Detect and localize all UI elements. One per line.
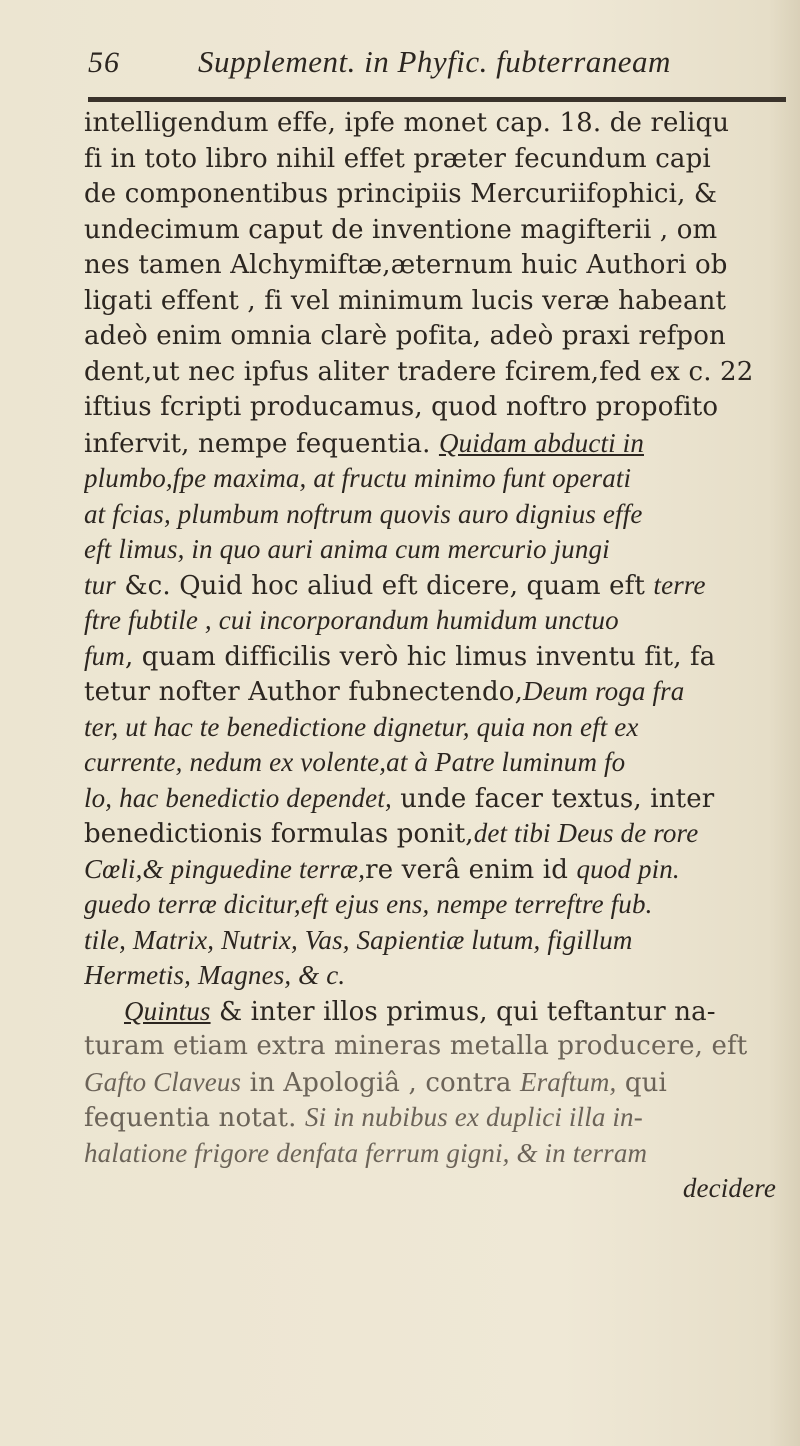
roman-text: tetur nofter Author fubnectendo,: [84, 677, 523, 707]
text-line: [84, 603, 796, 639]
roman-text: &c. Quid hoc aliud eft dicere, quam eft: [115, 570, 654, 601]
roman-text: nes tamen Alchymiftæ,æternum huic Authori ob: [84, 250, 728, 280]
page-header: [88, 44, 768, 84]
text-line: [84, 426, 796, 462]
roman-text: iftius fcripti producamus, quod noftro propofito: [84, 392, 719, 422]
text-line: [84, 568, 796, 604]
roman-text: & inter illos primus, qui teftantur na-: [210, 996, 716, 1027]
roman-text: de componentibus principiis Mercuriifophici, &: [84, 179, 718, 209]
text-line: [84, 248, 796, 284]
italic-text: Hermetis, Magnes, & c.: [84, 960, 346, 990]
text-line: [84, 1100, 796, 1136]
text-line: [84, 816, 796, 852]
text-line: [84, 213, 796, 249]
roman-text: re verâ enim id: [365, 854, 577, 885]
text-line: [84, 710, 796, 746]
roman-text: in Apologiâ , contra: [241, 1067, 520, 1098]
text-line: [84, 923, 796, 959]
text-line: [84, 639, 796, 675]
text-line: [84, 958, 796, 994]
italic-text: ter, ut hac te benedictione dignetur, quia non eft ex: [84, 711, 639, 742]
italic-text: tile, Matrix, Nutrix, Vas, Sapientiæ lutum, figillum: [84, 924, 633, 955]
running-head: Supplement. in Phyfic. fubterraneam: [198, 44, 671, 79]
italic-text: currente, nedum ex volente,at à Patre luminum fo: [84, 747, 626, 777]
header-rule: [88, 97, 786, 102]
roman-text: intelligendum effe, ipfe monet cap. 18. de reliqu: [84, 108, 730, 138]
italic-text: decidere: [682, 1173, 776, 1203]
roman-text: adeò enim omnia clarè pofita, adeò praxi refpon: [84, 321, 726, 351]
roman-text: fequentia notat.: [84, 1103, 305, 1133]
italic-text: Quintus: [124, 995, 211, 1026]
text-line: [84, 852, 796, 888]
italic-text: Cœli,& pinguedine terræ,: [84, 853, 366, 884]
italic-text: Si in nubibus ex duplici illa in-: [304, 1102, 643, 1132]
italic-text: lo, hac benedictio dependet,: [84, 782, 392, 813]
text-line: [84, 390, 796, 426]
roman-text: qui: [616, 1067, 668, 1098]
italic-text: guedo terræ dicitur,eft ejus ens, nempe terreftre fub.: [84, 889, 653, 919]
text-line: [84, 1065, 796, 1101]
italic-text: ftre fubtile , cui incorporandum humidum unctuo: [84, 605, 619, 635]
text-line: [84, 355, 796, 391]
text-line: [84, 497, 796, 533]
text-line: [84, 994, 796, 1030]
italic-text: fum: [84, 640, 125, 671]
italic-text: tur: [84, 569, 116, 600]
roman-text: fi in toto libro nihil effet præter fecundum capi: [84, 143, 711, 174]
text-line: [84, 319, 796, 355]
italic-text: plumbo,fpe maxima, at fructu minimo funt operati: [84, 463, 632, 493]
text-line: [84, 532, 796, 568]
roman-text: unde facer textus, inter: [391, 783, 715, 814]
roman-text: benedictionis formulas ponit,: [84, 819, 474, 849]
italic-text: halatione frigore denfata ferrum gigni, & in terram: [84, 1137, 648, 1168]
text-line: [84, 142, 796, 178]
italic-text: det tibi Deus de rore: [473, 818, 699, 848]
roman-text: , quam difficilis verò hic limus inventu fit, fa: [124, 641, 716, 672]
italic-text: at fcias, plumbum noftrum quovis auro dignius effe: [84, 498, 643, 529]
text-line: [84, 887, 796, 923]
text-line: [84, 106, 796, 142]
roman-text: dent,ut nec ipfus aliter tradere fcirem,fed ex c. 22: [84, 356, 754, 387]
roman-text: infervit, nempe fequentia.: [84, 428, 439, 459]
italic-text: Quidam abducti in: [438, 427, 644, 458]
italic-text: terre: [653, 569, 706, 600]
text-line: [84, 674, 796, 710]
body-text: [84, 106, 796, 1207]
italic-text: Deum roga fra: [522, 676, 685, 706]
roman-text: undecimum caput de inventione magifterii , om: [84, 214, 718, 245]
text-line: [84, 781, 796, 817]
italic-text: quod pin.: [576, 853, 680, 884]
italic-text: Eraftum,: [519, 1066, 617, 1097]
text-line: [84, 177, 796, 213]
text-line: [84, 284, 796, 320]
italic-text: Gafto Claveus: [84, 1066, 242, 1097]
text-line: [84, 1136, 796, 1172]
page-number: 56: [88, 46, 120, 79]
roman-text: turam etiam extra mineras metalla producere, eft: [84, 1031, 748, 1061]
roman-text: ligati effent , fi vel minimum lucis veræ habeant: [84, 285, 727, 316]
text-line: [84, 745, 796, 781]
text-line: [84, 461, 796, 497]
text-line: [84, 1171, 796, 1207]
text-line: [84, 1029, 796, 1065]
italic-text: eft limus, in quo auri anima cum mercurio jungi: [84, 534, 610, 564]
